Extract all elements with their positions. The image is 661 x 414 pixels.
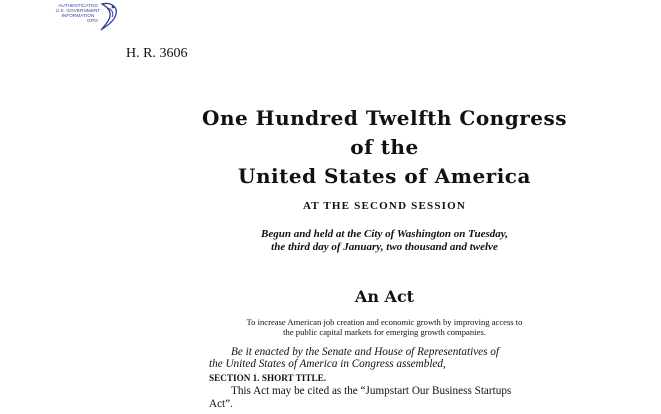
an-act-heading: An Act xyxy=(354,287,415,306)
congress-heading xyxy=(0,104,661,191)
enact-line: Be it enacted by the Senate and House of Representatives of xyxy=(231,346,500,358)
section-title: SECTION 1. SHORT TITLE. xyxy=(209,373,327,383)
heading-line: United States of America xyxy=(238,164,531,188)
section-line: This Act may be cited as the “Jumpstart Our Business Startups xyxy=(231,385,512,397)
act-purpose xyxy=(0,317,661,337)
section-body xyxy=(209,385,569,410)
seal-line: U.S. GOVERNMENT xyxy=(55,8,101,14)
purpose-line: the public capital markets for emerging growth companies. xyxy=(283,327,486,337)
heading-line: One Hundred Twelfth Congress xyxy=(202,106,567,130)
section-line: Act”. xyxy=(209,397,233,410)
seal-line: INFORMATION xyxy=(61,13,95,19)
heading-line: of the xyxy=(350,135,419,159)
begun-line: the third day of January, two thousand and twelve xyxy=(271,241,498,253)
eagle-icon xyxy=(98,2,120,32)
enact-line: the United States of America in Congress assembled, xyxy=(209,358,446,370)
begun-statement xyxy=(0,228,661,254)
purpose-line: To increase American job creation and economic growth by improving access to xyxy=(246,317,523,327)
bill-number: H. R. 3606 xyxy=(126,46,188,61)
seal-line: AUTHENTICATED xyxy=(58,3,98,8)
begun-line: Begun and held at the City of Washington on Tuesday, xyxy=(261,228,508,240)
seal-gpo: GPO xyxy=(87,18,98,24)
gpo-authentication-seal xyxy=(54,2,126,36)
session-heading: AT THE SECOND SESSION xyxy=(302,200,467,212)
enacting-clause xyxy=(209,346,569,370)
seal-text xyxy=(54,3,102,24)
